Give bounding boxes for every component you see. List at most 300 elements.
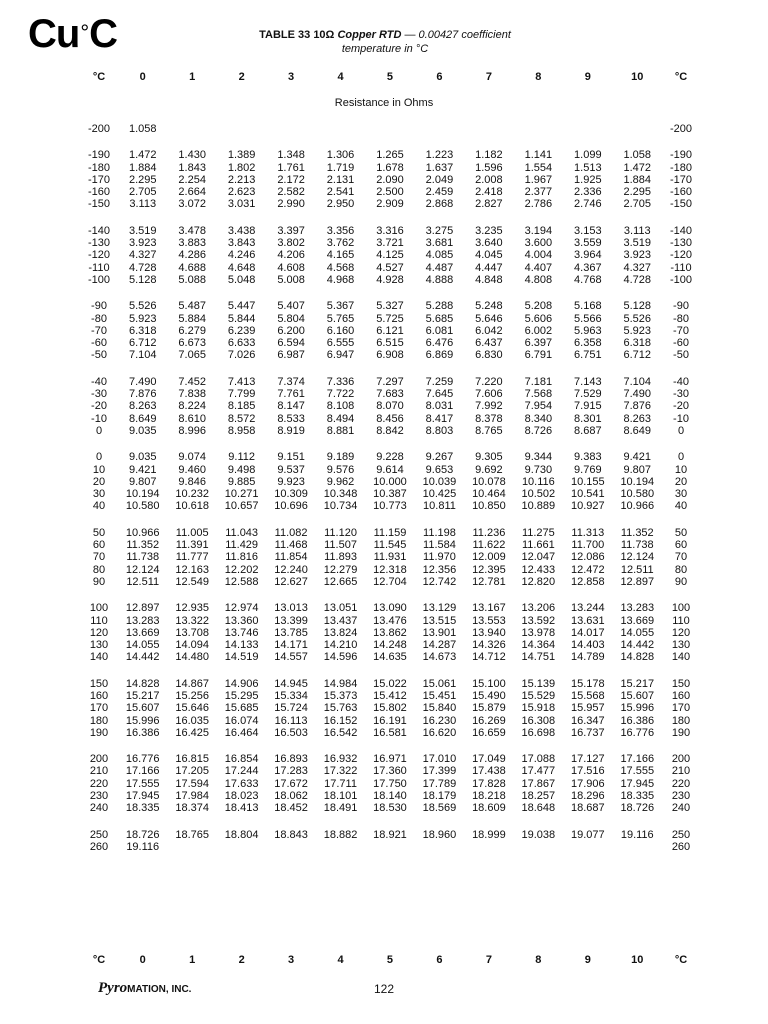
resistance-cell: 12.974 (224, 602, 259, 615)
resistance-cell: 1.058 (623, 149, 652, 162)
column-header-cell: 0 (139, 71, 146, 83)
resistance-cell: 8.803 (425, 424, 454, 437)
row-temp-left: 240 (89, 802, 109, 815)
resistance-cell: 2.705 (623, 198, 652, 211)
resistance-cell: 18.374 (175, 802, 209, 815)
row-temp-left: -90 (91, 300, 107, 313)
row-temp-left: 80 (92, 563, 106, 576)
resistance-cell: 4.487 (425, 261, 454, 274)
resistance-cell: 13.090 (373, 602, 407, 615)
resistance-cell: 13.322 (175, 614, 209, 627)
resistance-cell: 8.301 (574, 412, 602, 425)
column-header-cell: 3 (288, 71, 295, 83)
row-temp-right: 10 (674, 463, 688, 476)
resistance-cell: 5.765 (326, 312, 355, 325)
resistance-cell: 4.608 (277, 261, 305, 274)
resistance-cell: 12.627 (274, 575, 308, 588)
resistance-cell: 18.296 (570, 790, 605, 803)
resistance-cell: 11.661 (521, 539, 555, 552)
resistance-cell: 5.487 (178, 300, 206, 313)
resistance-cell: 16.113 (274, 714, 308, 727)
resistance-cell: 8.533 (277, 412, 305, 425)
row-temp-left: 50 (92, 526, 106, 539)
row-temp-right: -10 (673, 412, 689, 425)
resistance-cell: 11.931 (373, 551, 407, 564)
resistance-cell: 2.295 (128, 173, 157, 186)
resistance-cell: 7.876 (128, 388, 157, 401)
resistance-cell: 17.945 (620, 777, 655, 790)
row-temp-right: -40 (673, 375, 689, 388)
row-temp-right: 110 (672, 614, 690, 627)
row-temp-left: -50 (91, 349, 107, 362)
resistance-cell: 17.555 (620, 765, 655, 778)
resistance-cell: 5.685 (425, 312, 454, 325)
column-header-cell: 6 (436, 954, 443, 966)
resistance-cell: 8.572 (227, 412, 256, 425)
table-row (80, 123, 700, 135)
resistance-cell: 3.559 (574, 237, 602, 250)
resistance-cell: 6.318 (128, 324, 157, 337)
resistance-cell: 14.442 (125, 651, 160, 664)
resistance-cell: 18.609 (472, 802, 506, 815)
resistance-cell: 18.726 (620, 802, 655, 815)
resistance-cell: 9.653 (425, 463, 454, 476)
resistance-cell: 13.399 (274, 614, 308, 627)
resistance-cell: 14.287 (422, 639, 457, 652)
resistance-cell: 1.389 (227, 149, 256, 162)
resistance-cell: 14.789 (570, 651, 605, 664)
column-header-cell: 9 (584, 71, 591, 83)
resistance-cell: 8.263 (623, 412, 652, 425)
resistance-cell: 8.726 (524, 424, 553, 437)
resistance-cell (316, 123, 365, 135)
group-gap (80, 437, 700, 451)
table-coefficient: 0.00427 coefficient (418, 29, 511, 41)
resistance-cell: 14.596 (323, 651, 358, 664)
resistance-cell: 15.724 (274, 702, 308, 715)
resistance-cell: 3.640 (475, 237, 503, 250)
resistance-cell: 13.824 (323, 626, 358, 639)
resistance-cell: 10.309 (274, 488, 308, 501)
resistance-cell: 3.519 (128, 224, 157, 237)
resistance-cell: 4.728 (128, 261, 157, 274)
logo-degree-symbol: ° (80, 20, 89, 45)
resistance-cell: 2.377 (524, 186, 553, 199)
resistance-cell: 14.133 (224, 639, 259, 652)
table-row (80, 841, 700, 853)
resistance-cell: 8.456 (376, 412, 404, 425)
resistance-cell: 8.417 (425, 412, 454, 425)
row-temp-left: 260 (89, 840, 109, 853)
resistance-cell: 17.127 (570, 753, 605, 766)
resistance-cell: 16.815 (175, 753, 209, 766)
row-temp-left: -200 (87, 123, 111, 135)
resistance-cell: 12.549 (175, 575, 209, 588)
row-temp-right: -150 (669, 198, 693, 211)
resistance-cell: 15.334 (274, 689, 308, 702)
resistance-cell: 2.950 (326, 198, 355, 211)
resistance-cell (514, 123, 563, 135)
resistance-cell: 13.940 (472, 626, 506, 639)
table-row (80, 300, 700, 312)
resistance-cell: 9.035 (128, 424, 157, 437)
resistance-cell: 14.055 (620, 626, 655, 639)
table-number: TABLE 33 (259, 29, 311, 41)
resistance-cell: 15.256 (175, 689, 209, 702)
resistance-cell: 7.374 (277, 375, 305, 388)
resistance-cell: 6.869 (425, 349, 454, 362)
resistance-cell: 7.490 (128, 375, 157, 388)
resistance-cell: 11.159 (373, 526, 407, 539)
resistance-cell: 14.828 (125, 677, 160, 690)
resistance-cell: 2.459 (425, 186, 454, 199)
table-ohms: 10Ω (313, 29, 335, 41)
resistance-cell: 2.049 (425, 173, 454, 186)
resistance-cell: 7.413 (227, 375, 256, 388)
resistance-cell: 1.472 (128, 149, 157, 162)
resistance-cell: 16.074 (224, 714, 259, 727)
resistance-cell: 12.858 (570, 575, 605, 588)
row-temp-left: -100 (87, 273, 111, 286)
resistance-cell: 18.960 (422, 828, 457, 841)
resistance-cell: 12.356 (422, 563, 457, 576)
row-temp-left: 130 (89, 639, 109, 652)
resistance-cell: 16.269 (472, 714, 506, 727)
row-temp-right: 120 (671, 626, 691, 639)
resistance-cell: 1.884 (623, 173, 652, 186)
resistance-cell: 12.163 (175, 563, 209, 576)
resistance-cell: 2.623 (227, 186, 256, 199)
resistance-cell: 7.336 (326, 375, 355, 388)
resistance-cell: 9.885 (227, 475, 256, 488)
table-row (80, 539, 700, 551)
table-row (80, 198, 700, 210)
table-subtitle: temperature in °C (341, 43, 429, 55)
row-temp-left: -140 (87, 224, 111, 237)
resistance-cell: 10.194 (125, 488, 160, 501)
resistance-cell: 9.305 (475, 451, 503, 464)
resistance-cell: 5.526 (128, 300, 157, 313)
resistance-cell: 14.712 (472, 651, 506, 664)
table-row (80, 829, 700, 841)
resistance-cell: 4.888 (425, 273, 454, 286)
row-temp-right: -70 (673, 324, 689, 337)
resistance-cell: 14.751 (521, 651, 556, 664)
resistance-cell: 10.425 (422, 488, 457, 501)
resistance-cell: 8.224 (178, 400, 206, 413)
resistance-cell: 4.568 (326, 261, 355, 274)
resistance-cell: 11.352 (620, 526, 654, 539)
resistance-cell: 1.637 (425, 161, 454, 174)
row-temp-left: 40 (92, 500, 106, 513)
resistance-cell: 7.452 (178, 375, 206, 388)
column-header-cell: 9 (584, 954, 591, 966)
resistance-cell: 1.678 (376, 161, 404, 174)
resistance-cell (266, 123, 315, 135)
table-row (80, 778, 700, 790)
resistance-cell: 3.113 (623, 224, 651, 237)
resistance-cell: 4.808 (524, 273, 553, 286)
row-temp-left: 180 (89, 714, 109, 727)
row-temp-left: 220 (89, 777, 109, 790)
row-temp-left: -180 (87, 161, 111, 174)
resistance-cell: 13.515 (422, 614, 457, 627)
row-temp-left: -80 (91, 312, 107, 325)
resistance-cell: 13.708 (175, 626, 209, 639)
resistance-cell: 15.918 (521, 702, 556, 715)
resistance-cell: 9.923 (277, 475, 305, 488)
resistance-cell: 14.403 (570, 639, 605, 652)
resistance-cell: 18.335 (125, 802, 160, 815)
resistance-cell: 7.104 (623, 375, 652, 388)
resistance-cell: 5.128 (128, 273, 157, 286)
resistance-cell: 3.681 (425, 237, 454, 250)
resistance-cell: 18.101 (323, 790, 358, 803)
resistance-cell: 3.721 (376, 237, 404, 250)
resistance-cell: 16.542 (323, 726, 358, 739)
column-header-cell: 7 (485, 954, 492, 966)
resistance-cell: 6.397 (524, 337, 553, 350)
resistance-cell: 17.594 (175, 777, 209, 790)
row-temp-left: 110 (90, 614, 108, 627)
resistance-cell: 18.999 (472, 828, 506, 841)
resistance-cell: 6.515 (376, 337, 404, 350)
resistance-cell: 16.386 (620, 714, 655, 727)
column-header-cell: 10 (631, 71, 644, 83)
column-header-cell: 8 (535, 71, 542, 83)
resistance-cell: 7.992 (475, 400, 503, 413)
resistance-cell: 15.840 (422, 702, 457, 715)
resistance-cell: 16.308 (521, 714, 556, 727)
resistance-cell: 13.476 (373, 614, 407, 627)
resistance-cell: 14.828 (620, 651, 655, 664)
row-temp-right: -20 (673, 400, 689, 413)
table-row (80, 237, 700, 249)
unit-label: Resistance in Ohms (334, 97, 434, 109)
row-temp-right: 0 (677, 451, 685, 464)
table-row (80, 349, 700, 361)
row-temp-right: 0 (677, 424, 685, 437)
resistance-cell: 16.776 (620, 726, 655, 739)
resistance-cell: 9.576 (326, 463, 355, 476)
resistance-cell: 17.828 (472, 777, 506, 790)
resistance-cell: 5.048 (227, 273, 256, 286)
resistance-cell: 18.765 (175, 828, 209, 841)
row-temp-left: -10 (91, 412, 107, 425)
resistance-cell: 10.580 (620, 488, 655, 501)
row-temp-right: -200 (669, 123, 693, 135)
column-header-top (80, 70, 700, 84)
column-header-cell: 2 (238, 954, 245, 966)
resistance-cell: 18.023 (224, 790, 259, 803)
row-temp-right: 50 (674, 526, 688, 539)
resistance-cell: 10.927 (570, 500, 605, 513)
resistance-cell: 18.921 (373, 828, 407, 841)
resistance-cell: 11.082 (274, 526, 308, 539)
group-gap (80, 286, 700, 300)
resistance-cell: 14.906 (224, 677, 259, 690)
resistance-cell: 11.507 (324, 539, 357, 552)
resistance-cell: 16.425 (175, 726, 209, 739)
resistance-cell: 4.447 (475, 261, 503, 274)
resistance-cell: 11.622 (472, 539, 506, 552)
resistance-cell: 6.673 (178, 337, 206, 350)
resistance-cell (167, 841, 216, 853)
resistance-cell: 7.297 (376, 375, 404, 388)
group-gap (80, 513, 700, 527)
row-temp-right: 210 (671, 765, 691, 778)
resistance-cell: 11.043 (225, 526, 259, 539)
resistance-cell: 13.129 (422, 602, 457, 615)
resistance-cell: 13.051 (323, 602, 358, 615)
resistance-cell: 9.074 (178, 451, 206, 464)
table-row (80, 690, 700, 702)
resistance-cell: 1.761 (277, 161, 305, 174)
resistance-cell: 2.336 (574, 186, 602, 199)
row-temp-right: -190 (669, 149, 693, 162)
resistance-cell: 4.688 (178, 261, 206, 274)
row-temp-right: -80 (673, 312, 689, 325)
table-row (80, 564, 700, 576)
resistance-cell: 10.966 (125, 526, 160, 539)
resistance-cell: 8.494 (326, 412, 355, 425)
resistance-cell: 9.846 (178, 475, 206, 488)
resistance-cell: 11.352 (126, 539, 160, 552)
resistance-cell: 11.854 (274, 551, 308, 564)
resistance-cell: 2.868 (425, 198, 454, 211)
resistance-cell: 4.968 (326, 273, 355, 286)
resistance-cell: 17.205 (175, 765, 209, 778)
resistance-cell: 15.607 (620, 689, 655, 702)
resistance-cell: 9.344 (524, 451, 553, 464)
resistance-cell: 19.038 (521, 828, 556, 841)
resistance-cell: 3.031 (227, 198, 256, 211)
resistance-cell: 2.500 (376, 186, 404, 199)
resistance-cell: 3.478 (178, 224, 206, 237)
row-temp-left: -130 (87, 237, 111, 250)
row-temp-left: 90 (92, 575, 106, 588)
resistance-cell: 18.726 (125, 828, 160, 841)
resistance-cell: 14.171 (274, 639, 308, 652)
resistance-cell: 16.737 (570, 726, 605, 739)
table-row (80, 325, 700, 337)
table-title (150, 28, 620, 56)
resistance-cell: 2.664 (178, 186, 206, 199)
resistance-cell: 5.804 (277, 312, 305, 325)
resistance-cell: 6.947 (326, 349, 355, 362)
resistance-cell: 5.963 (574, 324, 602, 337)
resistance-cell: 10.039 (422, 475, 457, 488)
resistance-cell: 18.804 (224, 828, 259, 841)
resistance-cell (266, 841, 315, 853)
row-temp-right: -60 (673, 337, 689, 350)
resistance-cell: 9.692 (475, 463, 503, 476)
resistance-cell: 3.600 (524, 237, 553, 250)
resistance-cell: 6.318 (623, 337, 652, 350)
resistance-cell: 4.085 (425, 249, 454, 262)
row-temp-left: -150 (87, 198, 111, 211)
resistance-cell: 5.088 (178, 273, 206, 286)
resistance-cell: 12.511 (126, 575, 160, 588)
table-row (80, 727, 700, 739)
resistance-table (80, 123, 700, 853)
resistance-cell: 6.987 (277, 349, 305, 362)
resistance-cell: 5.566 (574, 312, 602, 325)
resistance-cell: 6.042 (475, 324, 503, 337)
row-temp-right: -140 (669, 224, 693, 237)
group-gap (80, 135, 700, 149)
resistance-cell: 14.867 (175, 677, 209, 690)
resistance-cell: 6.751 (574, 349, 602, 362)
resistance-cell: 8.649 (128, 412, 157, 425)
resistance-cell: 10.541 (570, 488, 605, 501)
resistance-cell: 8.881 (326, 424, 355, 437)
resistance-cell: 10.232 (175, 488, 209, 501)
resistance-cell: 17.750 (373, 777, 407, 790)
resistance-cell: 13.244 (570, 602, 605, 615)
resistance-cell: 15.802 (373, 702, 407, 715)
group-gap (80, 362, 700, 376)
row-temp-left: 120 (89, 626, 109, 639)
resistance-cell: 5.646 (475, 312, 503, 325)
resistance-cell: 8.340 (524, 412, 553, 425)
resistance-cell: 10.155 (570, 475, 605, 488)
resistance-cell: 9.035 (128, 451, 157, 464)
resistance-cell: 7.606 (475, 388, 503, 401)
resistance-cell: 17.049 (472, 753, 506, 766)
resistance-cell: 18.062 (274, 790, 308, 803)
resistance-cell (217, 841, 266, 853)
resistance-cell: 8.649 (623, 424, 652, 437)
table-row (80, 274, 700, 286)
resistance-cell: 3.194 (524, 224, 553, 237)
row-temp-right: 80 (674, 563, 688, 576)
resistance-cell: 5.923 (128, 312, 157, 325)
resistance-cell: 17.322 (323, 765, 358, 778)
resistance-cell: 10.116 (521, 475, 555, 488)
row-temp-left: 140 (89, 651, 109, 664)
resistance-cell: 18.140 (373, 790, 407, 803)
resistance-cell: 14.635 (373, 651, 407, 664)
resistance-cell: 10.850 (472, 500, 506, 513)
resistance-cell: 6.121 (376, 324, 404, 337)
resistance-cell: 6.476 (425, 337, 454, 350)
resistance-cell: 12.511 (620, 563, 654, 576)
resistance-cell: 4.327 (623, 261, 652, 274)
resistance-cell: 4.768 (574, 273, 602, 286)
resistance-cell: 9.460 (178, 463, 206, 476)
resistance-cell: 7.026 (227, 349, 256, 362)
resistance-cell: 11.391 (175, 539, 209, 552)
resistance-cell: 12.897 (620, 575, 655, 588)
resistance-cell: 2.827 (475, 198, 503, 211)
resistance-cell: 4.848 (475, 273, 503, 286)
resistance-cell: 10.464 (472, 488, 506, 501)
column-header-cell: °C (674, 954, 688, 966)
resistance-cell: 14.326 (472, 639, 506, 652)
resistance-cell: 7.838 (178, 388, 206, 401)
row-temp-right: 30 (674, 488, 688, 501)
row-temp-right: -50 (673, 349, 689, 362)
resistance-cell: 12.202 (224, 563, 259, 576)
resistance-cell: 6.555 (326, 337, 355, 350)
resistance-cell: 4.928 (376, 273, 404, 286)
resistance-cell: 17.672 (274, 777, 308, 790)
resistance-cell (514, 841, 563, 853)
resistance-cell: 9.421 (128, 463, 157, 476)
resistance-cell: 1.884 (128, 161, 157, 174)
resistance-cell: 10.773 (373, 500, 407, 513)
